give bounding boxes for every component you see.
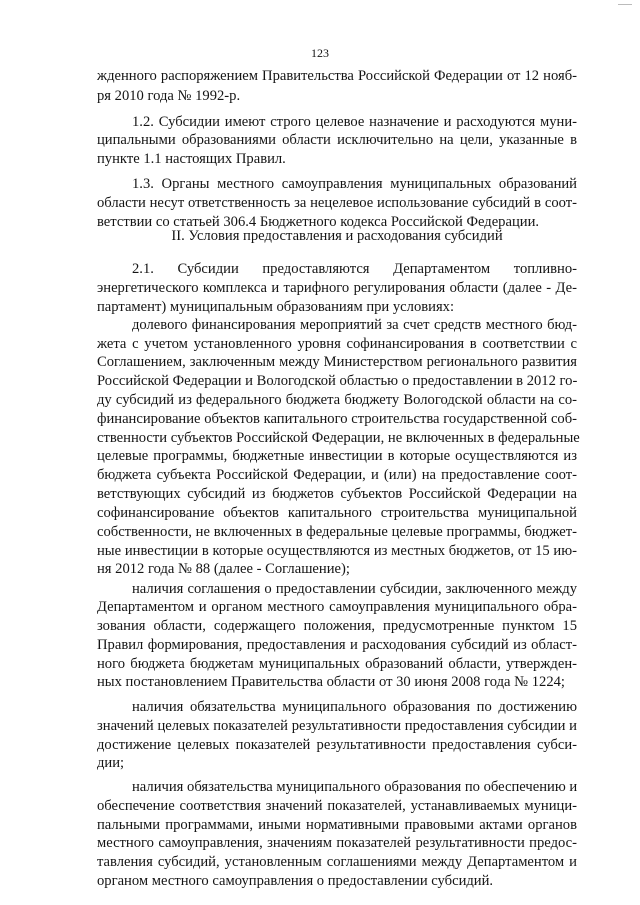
text-line: ного бюджета бюджетам муниципальных образований области, утвержден- xyxy=(97,656,577,672)
text-line: ветствии со статьей 306.4 Бюджетного кодекса Российской Федерации. xyxy=(97,214,540,230)
text-line: собственности, не включенных в федеральные целевые программы, бюджет- xyxy=(97,524,577,540)
text-line: наличия соглашения о предоставлении субсидии, заключенного между xyxy=(132,581,577,597)
text-line: значений целевых показателей результативности предоставления субсидии и xyxy=(97,718,577,734)
text-line: Правил формирования, предоставления и расходования субсидий из област- xyxy=(97,637,577,653)
text-line: ципальными образованиями области исключительно на цели, указанные в xyxy=(97,132,577,148)
text-line: 1.3. Органы местного самоуправления муниципальных образований xyxy=(132,176,577,192)
text-line: ные инвестиции в которые осуществляются из местных бюджетов, от 15 ию- xyxy=(97,543,577,559)
text-line: ветствующих субсидий из бюджетов субъектов Российской Федерации на xyxy=(97,486,577,502)
text-line: пункте 1.1 настоящих Правил. xyxy=(97,151,286,167)
text-line: Соглашением, заключенным между Министерством регионального развития xyxy=(97,354,577,370)
text-line: органом местного самоуправления о предоставлении субсидий. xyxy=(97,873,494,889)
text-line: ря 2010 года № 1992-р. xyxy=(97,88,241,104)
text-line: ня 2012 года № 88 (далее - Соглашение); xyxy=(97,561,350,577)
text-line: местного самоуправления, значениям показателей результативности предос- xyxy=(97,835,577,851)
text-line: финансирование объектов капитального строительства государственной соб- xyxy=(97,411,577,427)
text-line: тавления субсидий, установленным соглашениями между Департаментом и xyxy=(97,854,577,870)
text-line: обеспечение соответствия значений показателей, устанавливаемых муници- xyxy=(97,798,577,814)
text-line: ду субсидий из федерального бюджета бюджету Вологодской области на со- xyxy=(97,392,577,408)
text-line: софинансирование объектов капитального строительства муниципальной xyxy=(97,505,577,521)
text-line: бюджета субъекта Российской Федерации, и (или) на предоставление соот- xyxy=(97,467,577,483)
text-line: пальными программами, иными нормативными правовыми актами органов xyxy=(97,817,577,833)
text-line: целевые программы, бюджетные инвестиции в которые осуществляются из xyxy=(97,448,577,464)
text-line: ных постановлением Правительства области от 30 июня 2008 года № 1224; xyxy=(97,674,565,690)
page-number: 123 xyxy=(311,46,329,60)
text-line: дии; xyxy=(97,755,125,771)
text-line: наличия обязательства муниципального образования по обеспечению и xyxy=(132,779,578,795)
text-line: 2.1. Субсидии предоставляются Департаментом топливно- xyxy=(132,261,577,277)
text-line: долевого финансирования мероприятий за счет средств местного бюд- xyxy=(132,317,577,333)
text-line: достижение целевых показателей результативности предоставления субси- xyxy=(97,737,577,753)
text-line: наличия обязательства муниципального образования по достижению xyxy=(132,699,577,715)
text-line: жденного распоряжением Правительства Российской Федерации от 12 нояб- xyxy=(97,68,577,84)
text-line: жета с учетом установленного уровня софинансирования в соответствии с xyxy=(97,336,577,352)
text-line: зования области, содержащего положения, предусмотренные пунктом 15 xyxy=(97,618,577,634)
text-line: ственности субъектов Российской Федерации, не включенных в федеральные xyxy=(97,430,580,446)
text-line: Департаментом и органом местного самоуправления муниципального обра- xyxy=(97,599,577,615)
scan-corner-mark xyxy=(618,0,632,5)
text-line: энергетического комплекса и тарифного регулирования области (далее - Де- xyxy=(97,280,577,296)
text-line: области несут ответственность за нецелевое использование субсидий в соот- xyxy=(97,195,577,211)
text-line: 1.2. Субсидии имеют строго целевое назначение и расходуются муни- xyxy=(132,114,577,130)
text-line: Российской Федерации и Вологодской областью о предоставлении в 2012 го- xyxy=(97,373,578,389)
section-heading: II. Условия предоставления и расходования субсидий xyxy=(171,228,503,244)
text-line: партамент) муниципальным образованиям при условиях: xyxy=(97,299,455,315)
